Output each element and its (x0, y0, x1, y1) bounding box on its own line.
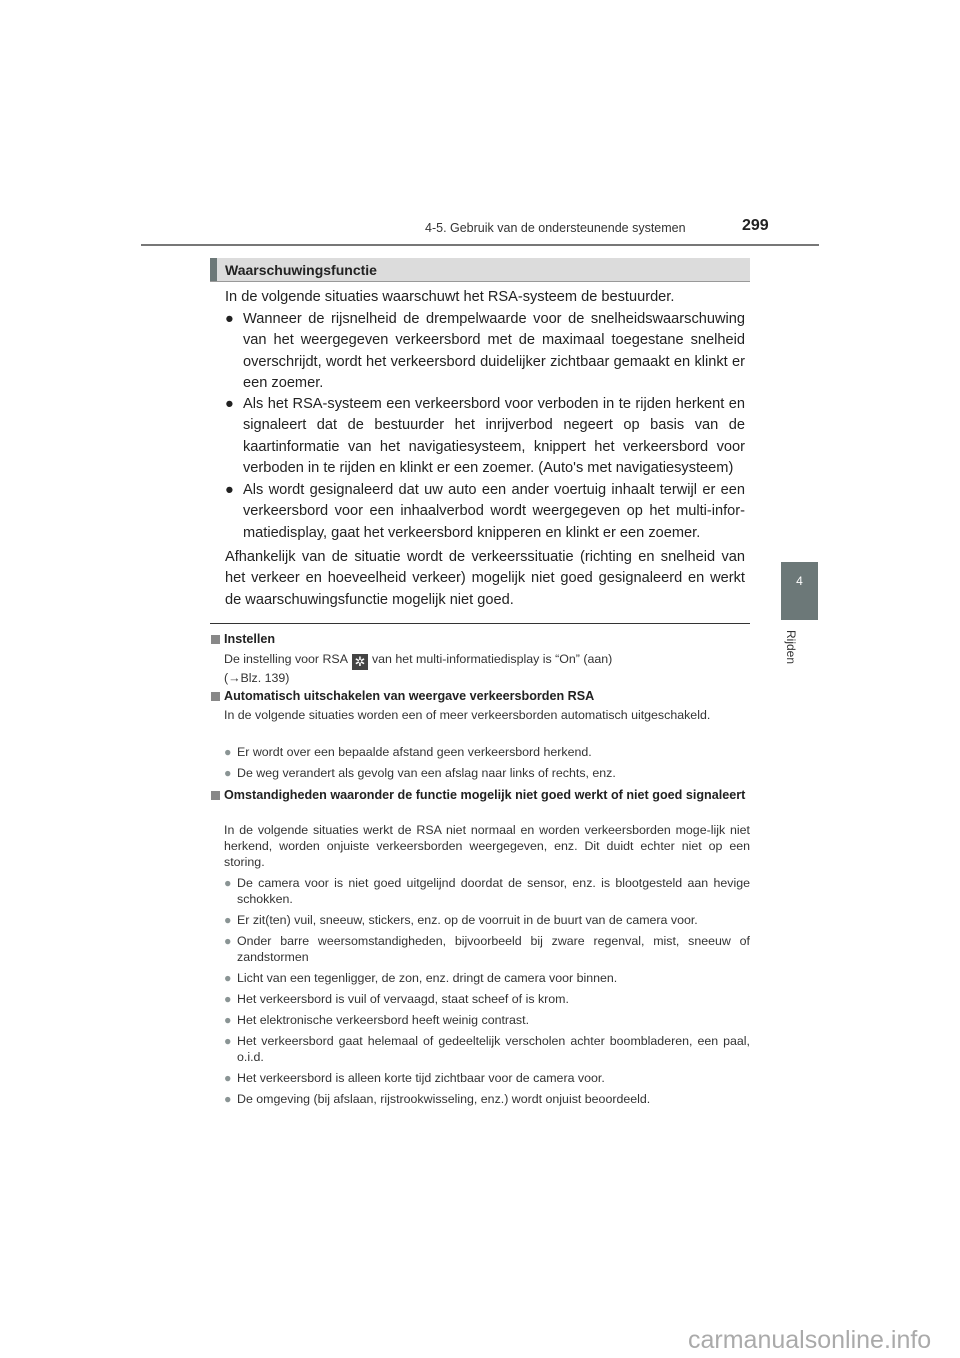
note-text-part: De instelling voor RSA (224, 652, 348, 666)
list-item-text: Als het RSA-systeem een verkeersbord voor verboden in te rijden herkent en signaleert dat de bestuurder het inrijverbod negeert op basis van de kaartinformatie van het navigatiesysteem, knippert het verkeersbord voor verboden in te rijden en klinkt er een zoemer. (Auto's met navigatiesysteem) (243, 396, 745, 477)
note-text (224, 651, 750, 686)
list-item-text: Als wordt gesignaleerd dat uw auto een ander voertuig inhaalt terwijl er een verkeersbord voor een inhaalverbod wordt weergegeven op het multi-infor-matiedisplay, gaat het verkeersbord knipperen en klinkt er een zoemer. (243, 482, 745, 541)
header-rule (141, 244, 819, 246)
bullet-icon: ● (224, 1034, 232, 1048)
section-header (210, 258, 750, 282)
bullet-icon: ● (224, 934, 232, 948)
list-item-text: Er zit(ten) vuil, sneeuw, stickers, enz. op de voorruit in de buurt van de camera voor. (237, 913, 698, 927)
bullet-icon: ● (224, 992, 232, 1006)
list-item (225, 480, 745, 544)
note-title: Automatisch uitschakelen van weergave verkeersborden RSA (224, 689, 595, 703)
list-item (224, 933, 750, 965)
section-title: Waarschuwingsfunctie (225, 262, 377, 278)
intro-text: In de volgende situaties waarschuwt het RSA-systeem de bestuurder. (225, 289, 675, 305)
list-item (224, 991, 750, 1007)
bullet-icon: ● (224, 913, 232, 927)
bullet-icon: ● (225, 482, 234, 498)
list-item (224, 912, 750, 928)
chapter-tab[interactable] (781, 562, 818, 620)
chapter-tab-label: Rijden (784, 630, 798, 665)
square-icon (211, 635, 220, 644)
list-item-text: Het elektronische verkeersbord heeft weinig contrast. (237, 1013, 530, 1027)
list-item-text: De camera voor is niet goed uitgelijnd doordat de sensor, enz. is blootgesteld aan hevige schokken. (237, 876, 750, 906)
bullet-icon: ● (224, 1092, 232, 1106)
chapter-header: 4-5. Gebruik van de ondersteunende systemen (425, 221, 686, 235)
note-title: Instellen (224, 632, 276, 646)
list-item (224, 1091, 750, 1107)
list-item-text: Het verkeersbord gaat helemaal of gedeeltelijk verscholen achter boombladeren, een paal, o.i.d. (237, 1034, 750, 1064)
list-item-text: Licht van een tegenligger, de zon, enz. dringt de camera voor binnen. (237, 971, 618, 985)
list-item-text: Er wordt over een bepaalde afstand geen verkeersbord herkend. (237, 745, 592, 759)
section-divider (210, 623, 750, 624)
bullet-icon: ● (224, 1071, 232, 1085)
bullet-icon: ● (224, 766, 232, 780)
list-item (224, 1033, 750, 1065)
square-icon (211, 692, 220, 701)
chapter-tab-number: 4 (796, 574, 803, 588)
bullet-icon: ● (225, 396, 234, 412)
gear-icon: ✲ (352, 654, 368, 670)
note-text-part: van het multi-informatiedisplay is “On” (aan) (371, 652, 613, 666)
list-item-text: Het verkeersbord is vuil of vervaagd, staat scheef of is krom. (237, 992, 569, 1006)
bullet-icon: ● (224, 876, 232, 890)
note-text: In de volgende situaties werkt de RSA niet normaal en worden verkeersborden moge-lijk niet herkend, worden onjuiste verkeersborden weergegeven, enz. Dit duidt echter niet op een storing. (224, 823, 750, 869)
section-bar (210, 258, 217, 281)
page-reference[interactable]: (→Blz. 139) (224, 671, 290, 685)
note-heading (211, 688, 750, 704)
note-heading (211, 787, 750, 803)
list-item (224, 970, 750, 986)
list-item (224, 744, 750, 760)
list-item (224, 1012, 750, 1028)
list-item (224, 1070, 750, 1086)
list-item-text: Onder barre weersomstandigheden, bijvoorbeeld bij zware regenval, mist, sneeuw of zandstormen (237, 934, 750, 964)
page-number: 299 (742, 217, 769, 234)
list-item-text: Wanneer de rijsnelheid de drempelwaarde voor de snelheidswaarschuwing van het weergegeven verkeersbord met de maximaal toegestane snelheid overschrijdt, wordt het verkeersbord duidelijker zichtbaar gemaakt en klinkt er een zoemer. (243, 311, 745, 392)
list-item-text: Het verkeersbord is alleen korte tijd zichtbaar voor de camera voor. (237, 1071, 605, 1085)
list-item-text: De weg verandert als gevolg van een afslag naar links of rechts, enz. (237, 766, 616, 780)
square-icon (211, 791, 220, 800)
list-item-text: De omgeving (bij afslaan, rijstrookwisseling, enz.) wordt onjuist beoordeeld. (237, 1092, 651, 1106)
list-item (224, 875, 750, 907)
bullet-icon: ● (225, 311, 234, 327)
note-title: Omstandigheden waaronder de functie mogelijk niet goed werkt of niet goed signaleert (224, 788, 746, 802)
list-item (224, 765, 750, 781)
bullet-icon: ● (224, 745, 232, 759)
watermark: carmanualsonline.info (688, 1326, 932, 1354)
note-heading (211, 631, 750, 647)
list-item (225, 309, 745, 395)
list-item (225, 394, 745, 480)
bullet-icon: ● (224, 1013, 232, 1027)
bullet-icon: ● (224, 971, 232, 985)
closing-text: Afhankelijk van de situatie wordt de verkeerssituatie (richting en snelheid van het verkeer en hoeveelheid verkeer) mogelijk niet goed gesignaleerd en werkt de waarschuwingsfunctie mogelijk niet goed. (225, 549, 745, 608)
note-text: In de volgende situaties worden een of meer verkeersborden automatisch uitgeschakeld. (224, 708, 711, 722)
